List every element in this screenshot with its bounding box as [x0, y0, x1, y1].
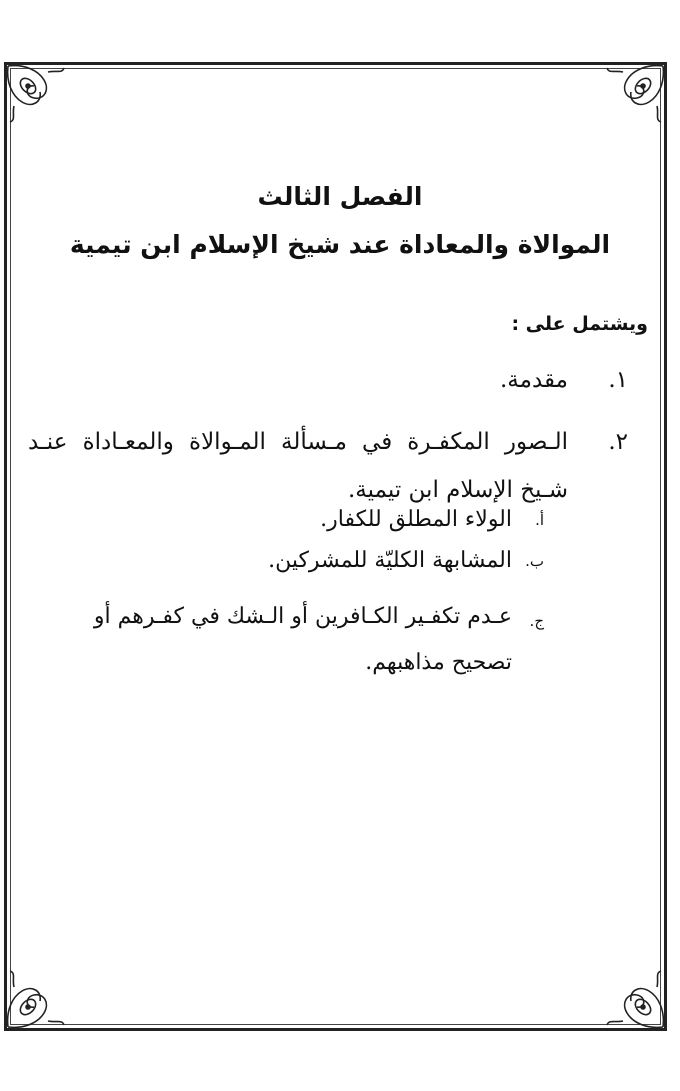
list-item — [28, 418, 628, 514]
sub-list-text: الولاء المطلق للكفار. — [320, 507, 512, 532]
sub-list-letter: ج. — [529, 612, 544, 630]
chapter-subtitle: الموالاة والمعاداة عند شيخ الإسلام ابن تيمية — [69, 230, 611, 259]
list-item-text: مقدمة. — [500, 367, 568, 393]
sub-list-letter: ب. — [525, 552, 544, 570]
list-number: ١. — [608, 367, 628, 393]
list-item — [500, 367, 628, 393]
list-item-text: الـصور المكفـرة في مـسألة المـوالاة والمعـاداة عنـد شـيخ الإسلام ابن تيمية. — [28, 429, 568, 503]
sub-list-item — [32, 594, 544, 686]
sub-list-text: عـدم تكفـير الكـافرين أو الـشك في كفـرهم أو تصحيح مذاهبهم. — [93, 604, 512, 675]
list-number: ٢. — [608, 429, 628, 455]
sub-list-text: المشابهة الكليّة للمشركين. — [268, 548, 512, 573]
includes-label: ويشتمل على : — [511, 313, 648, 335]
sub-list-letter: أ. — [535, 511, 544, 529]
chapter-title: الفصل الثالث — [257, 182, 423, 211]
sub-list-item — [320, 507, 544, 532]
sub-list-item — [268, 548, 544, 573]
